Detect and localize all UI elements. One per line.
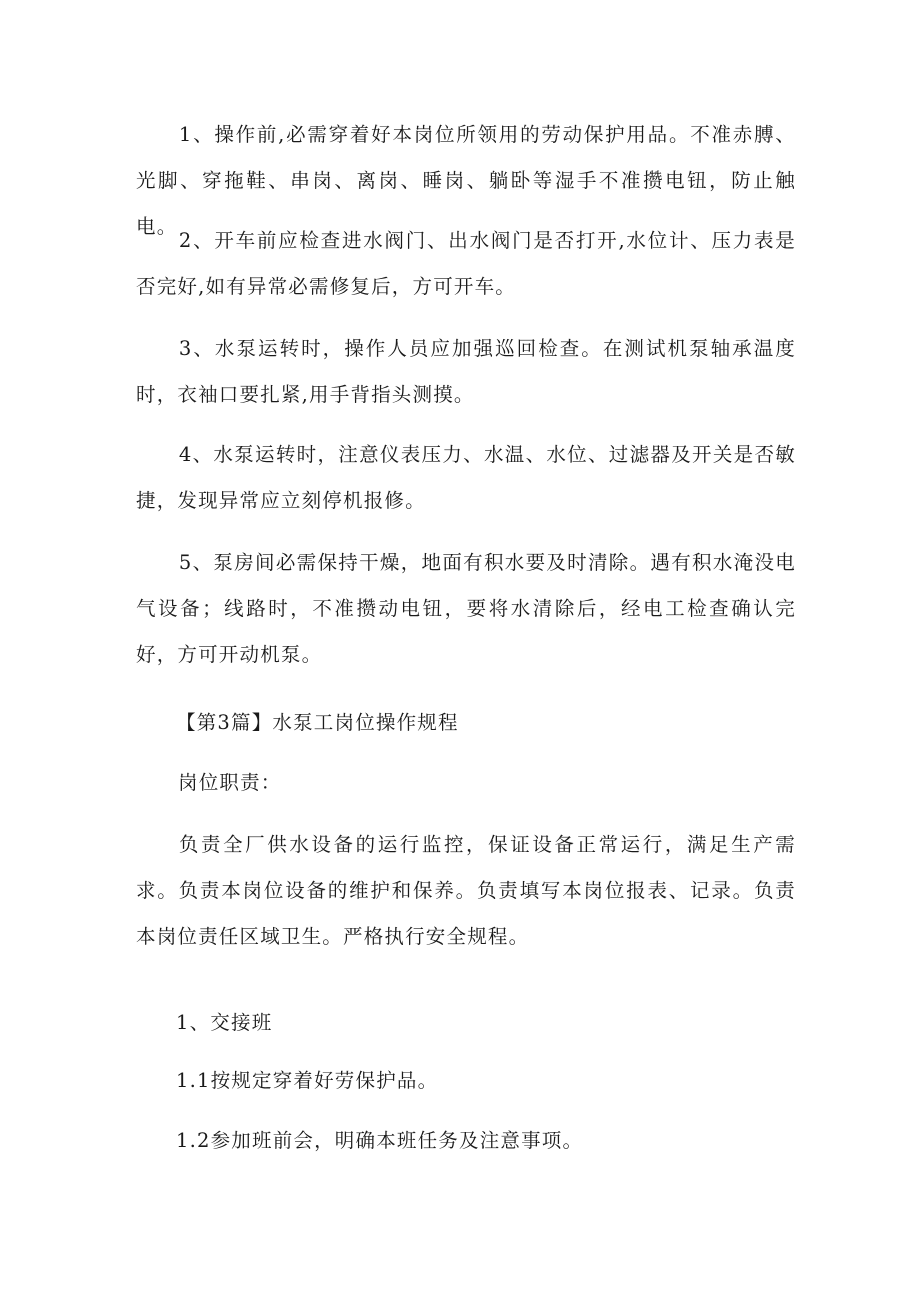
handover-item-2: 1.2参加班前会，明确本班任务及注意事项。	[176, 1129, 584, 1152]
handover-item-1: 1.1按规定穿着好劳保护品。	[176, 1069, 439, 1092]
handover-heading: 1、交接班	[176, 1011, 273, 1034]
rule-paragraph-2: 2、开车前应检查进水阀门、出水阀门是否打开,水位计、压力表是否完好,如有异常必需修复后，方可开车。	[136, 229, 796, 298]
duty-heading: 岗位职责：	[178, 771, 282, 794]
duty-paragraph: 负责全厂供水设备的运行监控，保证设备正常运行，满足生产需求。负责本岗位设备的维护和保养。负责填写本岗位报表、记录。负责本岗位责任区域卫生。严格执行安全规程。	[136, 833, 796, 948]
rule-paragraph-1: 1、操作前,必需穿着好本岗位所领用的劳动保护用品。不准赤膊、光脚、穿拖鞋、串岗、离岗、睡岗、躺卧等湿手不准攒电钮，防止触电。	[136, 123, 796, 238]
rule-paragraph-4: 4、水泵运转时，注意仪表压力、水温、水位、过滤器及开关是否敏捷，发现异常应立刻停机报修。	[136, 443, 796, 512]
rule-paragraph-5: 5、泵房间必需保持干燥，地面有积水要及时清除。遇有积水淹没电气设备；线路时，不准攒动电钮，要将水清除后，经电工检查确认完好，方可开动机泵。	[136, 551, 796, 666]
rule-paragraph-3: 3、水泵运转时，操作人员应加强巡回检查。在测试机泵轴承温度时，衣袖口要扎紧,用手背指头测摸。	[136, 337, 796, 406]
section-title: 【第3篇】水泵工岗位操作规程	[176, 711, 459, 734]
